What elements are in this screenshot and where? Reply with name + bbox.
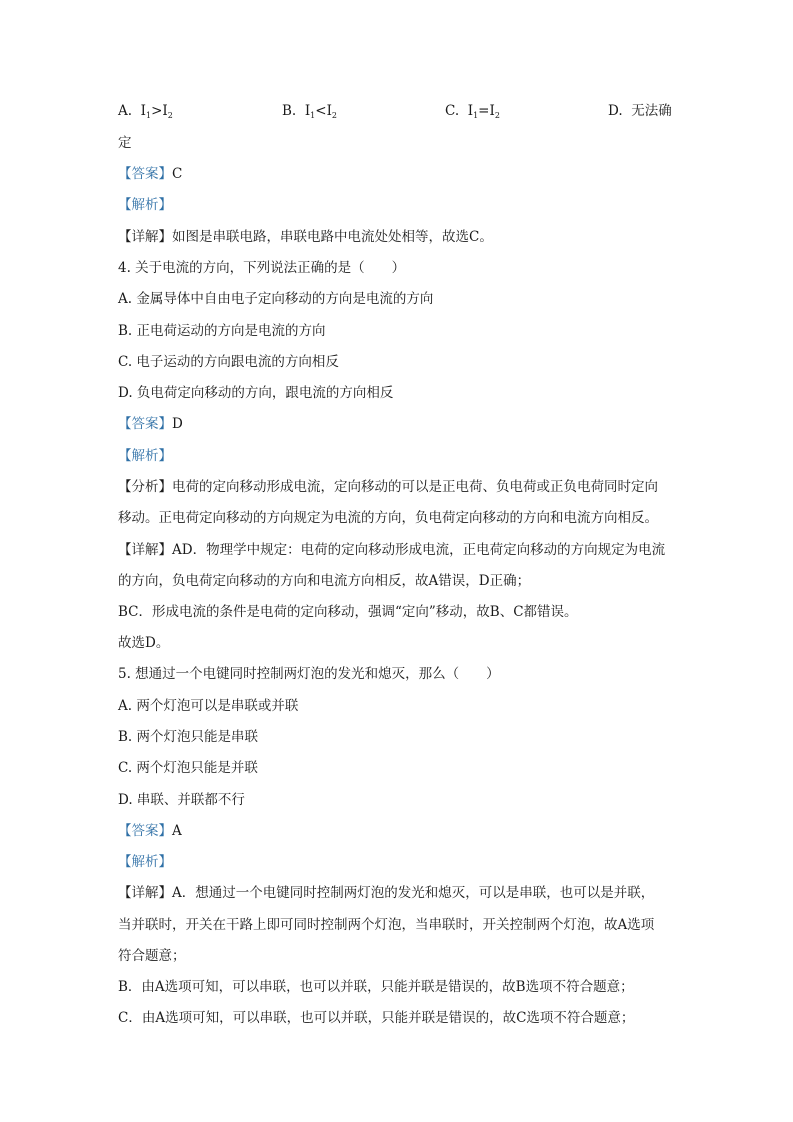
q5-detail-line-5: C．由A选项可知，可以串联，也可以并联，只能并联是错误的，故C选项不符合题意； (118, 1010, 635, 1026)
detail-text: AD．物理学中规定：电荷的定向移动形成电流，正电荷定向移动的方向规定为电流 (172, 542, 666, 558)
detail-text: 如图是串联电路，串联电路中电流处处相等，故选C。 (172, 229, 493, 245)
q4-fenxi-line-2: 移动。正电荷定向移动的方向规定为电流的方向，负电荷定向移动的方向和电流方向相反。 (118, 510, 658, 526)
answer-value: A (172, 823, 182, 839)
q5-question: 5. 想通过一个电键同时控制两灯泡的发光和熄灭，那么（ ） (118, 666, 500, 682)
detail-tag: 【详解】 (118, 229, 172, 245)
answer-tag: 【答案】 (118, 416, 172, 432)
q4-option-a: A. 金属导体中自由电子定向移动的方向是电流的方向 (118, 291, 434, 307)
q5-option-c: C. 两个灯泡只能是并联 (118, 760, 258, 776)
current-symbol: I (304, 103, 311, 119)
detail-text: A．想通过一个电键同时控制两灯泡的发光和熄灭，可以是串联，也可以是并联， (172, 885, 655, 901)
current-symbol: I (467, 103, 474, 119)
subscript: 2 (167, 111, 173, 120)
q4-option-d: D. 负电荷定向移动的方向，跟电流的方向相反 (118, 385, 394, 401)
q4-detail-line-3: BC．形成电流的条件是电荷的定向移动，强调“定向”移动，故B、C都错误。 (118, 604, 578, 620)
q5-option-a: A. 两个灯泡可以是串联或并联 (118, 698, 299, 714)
q5-option-d: D. 串联、并联都不行 (118, 792, 245, 808)
q4-analysis-tag: 【解析】 (118, 448, 172, 464)
q4-option-c: C. 电子运动的方向跟电流的方向相反 (118, 354, 339, 370)
answer-tag: 【答案】 (118, 823, 172, 839)
q4-detail-line-2: 的方向，负电荷定向移动的方向和电流方向相反，故A错误，D正确； (118, 573, 531, 589)
option-label: C. (445, 103, 460, 119)
answer-tag: 【答案】 (118, 166, 172, 182)
q5-detail-line-2: 当并联时，开关在干路上即可同时控制两个灯泡，当串联时，开关控制两个灯泡，故A选项 (118, 917, 655, 933)
q4-fenxi-line-1 (118, 477, 658, 497)
operator: = (478, 103, 490, 119)
subscript: 1 (310, 111, 316, 120)
q3-detail (118, 227, 493, 247)
current-symbol: I (326, 103, 332, 119)
q5-detail-line-4: B．由A选项可知，可以串联，也可以并联，只能并联是错误的，故B选项不符合题意； (118, 979, 634, 995)
option-label: D. (608, 103, 623, 119)
option-label: B. (282, 103, 297, 119)
q4-option-b: B. 正电荷运动的方向是电流的方向 (118, 323, 326, 339)
current-symbol: I (162, 103, 168, 119)
q5-detail-line-1 (118, 883, 654, 903)
fenxi-text: 电荷的定向移动形成电流，定向移动的可以是正电荷、负电荷或正负电荷同时定向 (172, 479, 658, 495)
q4-detail-line-1 (118, 540, 665, 560)
q5-option-b: B. 两个灯泡只能是串联 (118, 729, 259, 745)
q5-answer (118, 821, 182, 841)
subscript: 2 (494, 111, 500, 120)
subscript: 2 (331, 111, 337, 120)
q3-option-c (445, 101, 500, 126)
q3-answer (118, 164, 182, 184)
q4-answer (118, 414, 183, 434)
q5-detail-line-3: 符合题意； (118, 948, 186, 964)
q4-detail-line-4: 故选D。 (118, 635, 170, 651)
answer-value: D (172, 416, 183, 432)
operator: < (315, 103, 327, 119)
subscript: 1 (473, 111, 479, 120)
q3-option-b (282, 101, 337, 126)
fenxi-tag: 【分析】 (118, 479, 172, 495)
q3-option-a (118, 101, 173, 126)
q5-analysis-tag: 【解析】 (118, 854, 172, 870)
q3-analysis-tag: 【解析】 (118, 197, 172, 213)
q3-option-d-wrap: 定 (118, 135, 132, 151)
detail-tag: 【详解】 (118, 885, 172, 901)
detail-tag: 【详解】 (118, 542, 172, 558)
q4-question: 4. 关于电流的方向，下列说法正确的是（ ） (118, 260, 406, 276)
option-label: A. (118, 103, 133, 119)
option-text: 无法确 (631, 103, 672, 119)
current-symbol: I (140, 103, 146, 119)
answer-value: C (172, 166, 183, 182)
operator: > (151, 103, 163, 119)
q3-option-d (608, 101, 672, 121)
subscript: 1 (145, 111, 152, 120)
current-symbol: I (489, 103, 495, 119)
